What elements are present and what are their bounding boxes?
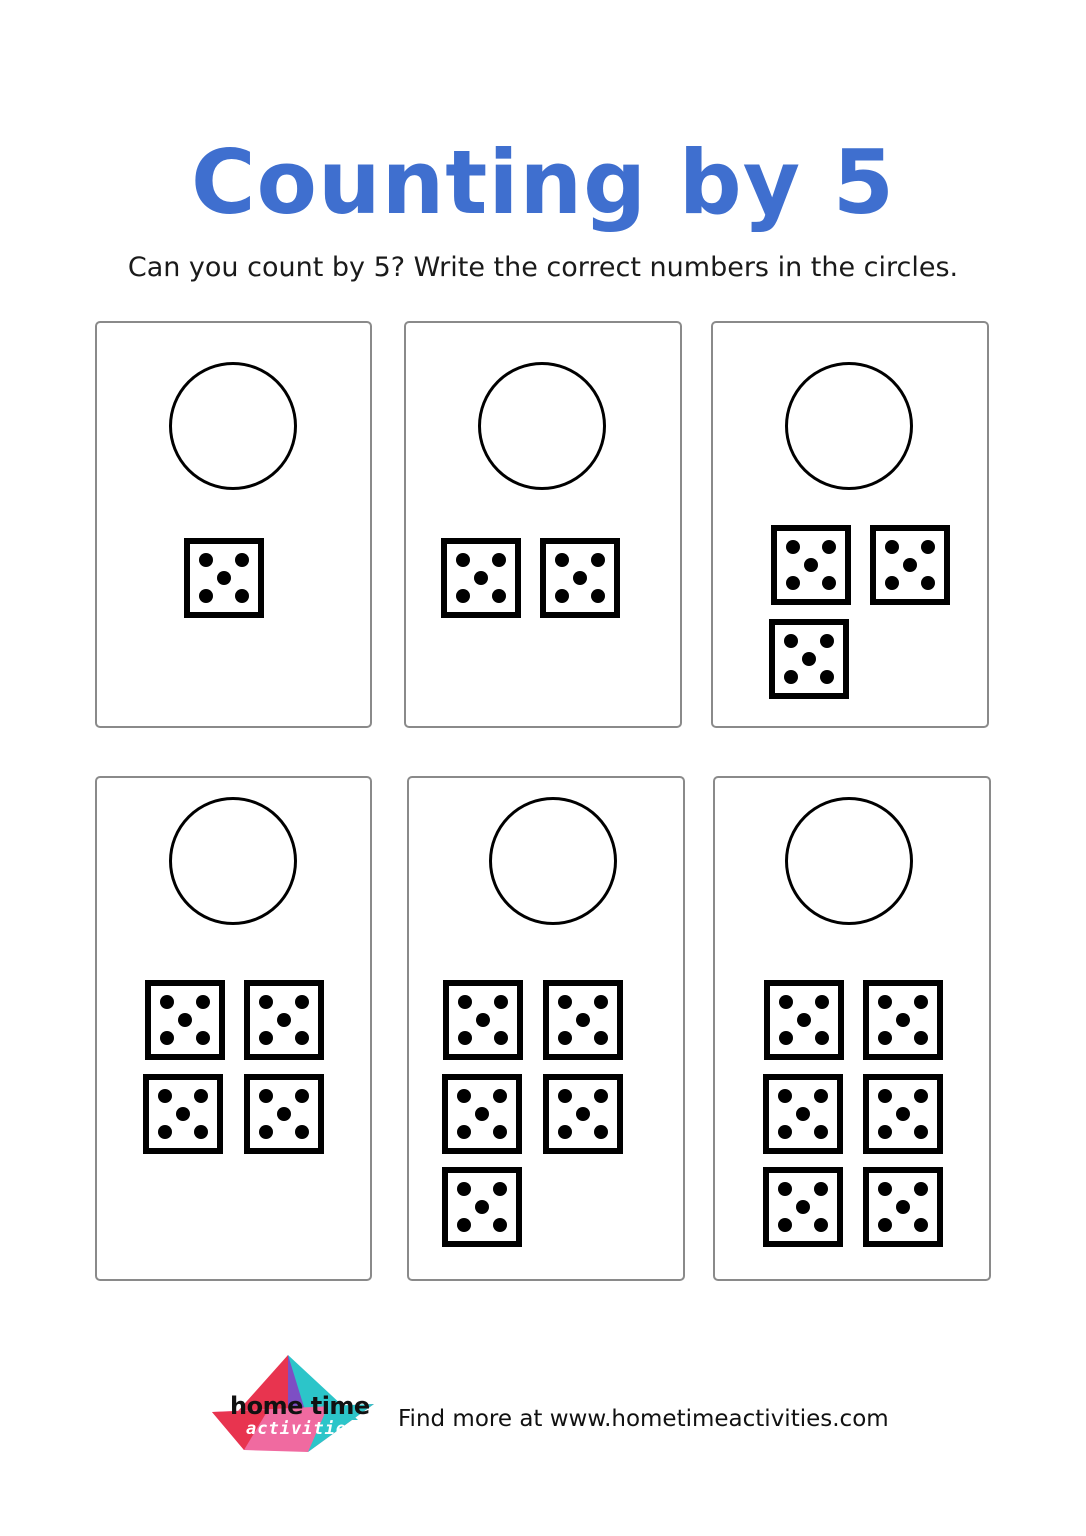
answer-circle[interactable] [478,362,606,490]
die-pip [896,1013,910,1027]
die-pip [558,1031,572,1045]
die-pip [493,1182,507,1196]
die-five-icon [442,1074,522,1154]
die-pip [878,1182,892,1196]
die-pip [259,995,273,1009]
die-pip [196,1031,210,1045]
die-pip [235,589,249,603]
die-pip [158,1089,172,1103]
die-pip [259,1031,273,1045]
die-pip [558,1125,572,1139]
die-five-icon [244,1074,324,1154]
die-pip [235,553,249,567]
die-pip [158,1125,172,1139]
die-five-icon [769,619,849,699]
die-pip [921,540,935,554]
die-pip [576,1013,590,1027]
die-five-icon [143,1074,223,1154]
die-pip [573,571,587,585]
die-pip [295,1031,309,1045]
die-pip [594,1089,608,1103]
die-pip [492,553,506,567]
die-pip [199,589,213,603]
die-pip [457,1182,471,1196]
die-five-icon [870,525,950,605]
die-five-icon [540,538,620,618]
die-pip [896,1200,910,1214]
die-pip [277,1107,291,1121]
die-pip [196,995,210,1009]
die-pip [494,995,508,1009]
die-pip [802,652,816,666]
answer-circle[interactable] [169,362,297,490]
die-pip [194,1089,208,1103]
die-pip [822,576,836,590]
die-pip [885,576,899,590]
die-pip [778,1089,792,1103]
answer-circle[interactable] [169,797,297,925]
answer-circle[interactable] [785,797,913,925]
die-pip [475,1107,489,1121]
die-pip [778,1182,792,1196]
die-pip [778,1218,792,1232]
page-title: Counting by 5 [190,131,896,234]
die-pip [476,1013,490,1027]
die-pip [815,1031,829,1045]
die-five-icon [441,538,521,618]
die-pip [591,553,605,567]
die-pip [921,576,935,590]
die-five-icon [244,980,324,1060]
die-pip [492,589,506,603]
die-pip [779,1031,793,1045]
die-pip [555,589,569,603]
logo-text-home-time: home time [230,1392,370,1420]
die-pip [259,1125,273,1139]
die-pip [457,1125,471,1139]
footer-link-text[interactable]: Find more at www.hometimeactivities.com [398,1406,889,1432]
die-pip [815,995,829,1009]
die-pip [474,571,488,585]
die-pip [814,1182,828,1196]
die-pip [493,1089,507,1103]
die-five-icon [442,1167,522,1247]
die-pip [796,1107,810,1121]
die-pip [914,1182,928,1196]
die-pip [914,1089,928,1103]
die-pip [458,1031,472,1045]
die-pip [914,1125,928,1139]
die-pip [786,576,800,590]
die-five-icon [763,1167,843,1247]
die-pip [914,1218,928,1232]
die-pip [456,589,470,603]
die-pip [594,995,608,1009]
die-five-icon [763,1074,843,1154]
die-pip [778,1125,792,1139]
die-five-icon [863,1074,943,1154]
die-pip [295,995,309,1009]
die-pip [591,589,605,603]
die-pip [878,1031,892,1045]
die-pip [555,553,569,567]
die-pip [784,670,798,684]
die-pip [558,995,572,1009]
die-pip [814,1218,828,1232]
die-pip [779,995,793,1009]
die-pip [914,995,928,1009]
logo-text-activities: activities [246,1419,359,1439]
die-pip [822,540,836,554]
die-pip [878,1089,892,1103]
die-pip [259,1089,273,1103]
die-five-icon [771,525,851,605]
die-pip [878,1218,892,1232]
die-five-icon [184,538,264,618]
answer-circle[interactable] [785,362,913,490]
die-pip [784,634,798,648]
die-five-icon [543,1074,623,1154]
die-five-icon [443,980,523,1060]
die-pip [457,1089,471,1103]
die-pip [814,1089,828,1103]
die-pip [804,558,818,572]
die-pip [797,1013,811,1027]
die-pip [493,1218,507,1232]
die-five-icon [863,980,943,1060]
die-five-icon [863,1167,943,1247]
die-pip [475,1200,489,1214]
answer-circle[interactable] [489,797,617,925]
die-pip [295,1089,309,1103]
die-pip [576,1107,590,1121]
instructions: Can you count by 5? Write the correct numbers in the circles. [127,252,959,283]
die-pip [458,995,472,1009]
die-five-icon [543,980,623,1060]
die-five-icon [145,980,225,1060]
die-pip [814,1125,828,1139]
die-five-icon [764,980,844,1060]
die-pip [558,1089,572,1103]
die-pip [594,1125,608,1139]
die-pip [896,1107,910,1121]
die-pip [786,540,800,554]
die-pip [820,634,834,648]
die-pip [493,1125,507,1139]
die-pip [914,1031,928,1045]
die-pip [796,1200,810,1214]
die-pip [176,1107,190,1121]
die-pip [160,1031,174,1045]
die-pip [295,1125,309,1139]
die-pip [820,670,834,684]
die-pip [194,1125,208,1139]
die-pip [885,540,899,554]
die-pip [903,558,917,572]
die-pip [878,1125,892,1139]
die-pip [594,1031,608,1045]
die-pip [199,553,213,567]
die-pip [494,1031,508,1045]
die-pip [277,1013,291,1027]
die-pip [878,995,892,1009]
die-pip [457,1218,471,1232]
die-pip [178,1013,192,1027]
die-pip [456,553,470,567]
die-pip [217,571,231,585]
die-pip [160,995,174,1009]
